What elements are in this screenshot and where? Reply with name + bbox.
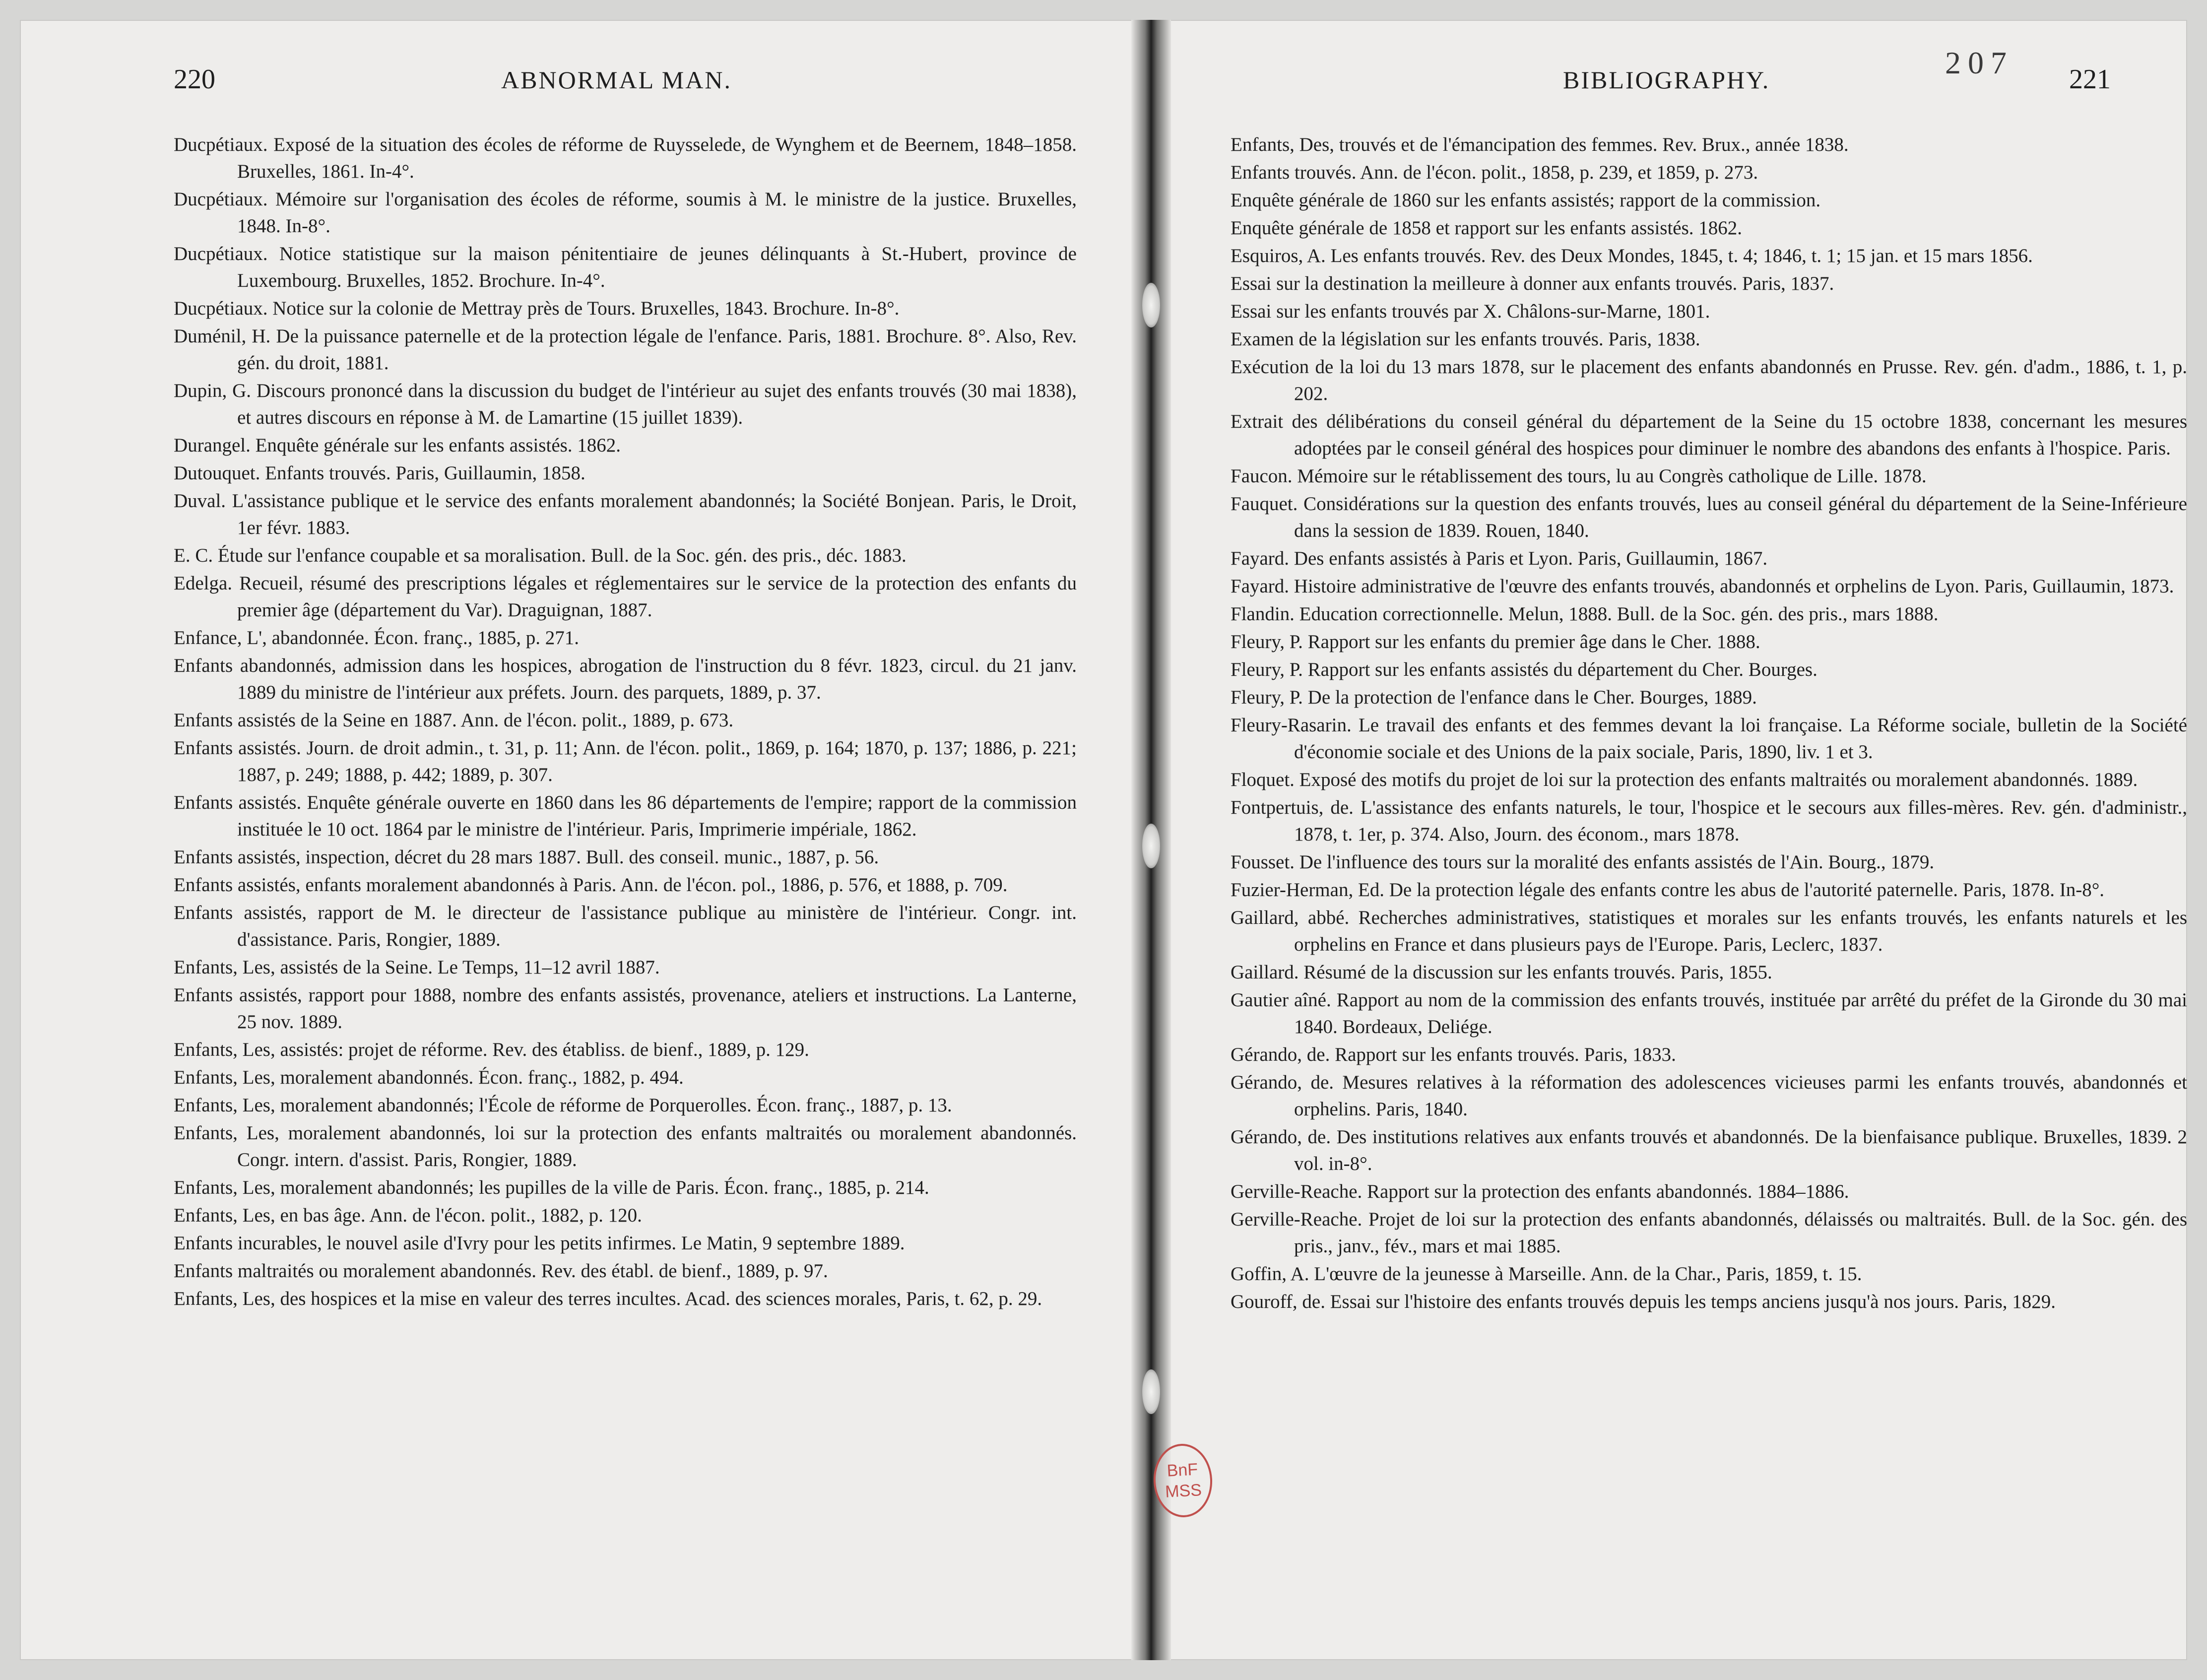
bibliography-entry: Gérando, de. Rapport sur les enfants trouvés. Paris, 1833.	[1231, 1044, 1676, 1065]
bibliography-entry: Fuzier-Herman, Ed. De la protection légale des enfants contre les abus de l'autorité paternelle. Paris, 1878. In-8°.	[1231, 879, 2105, 901]
bibliography-entry: Enfants assistés, rapport de M. le directeur de l'assistance publique au ministère de l'intérieur. Congr. int. d'assistance. Paris, Rongier, 1889.	[174, 902, 1077, 950]
bibliography-entry: Examen de la législation sur les enfants trouvés. Paris, 1838.	[1231, 328, 1700, 350]
bibliography-entry: Enfants maltraités ou moralement abandonnés. Rev. des établ. de bienf., 1889, p. 97.	[174, 1260, 828, 1282]
bibliography-entry: Fayard. Histoire administrative de l'œuvre des enfants trouvés, abandonnés et orphelins de Lyon. Paris, Guillaumin, 1873.	[1231, 576, 2174, 597]
bibliography-entry: Dupin, G. Discours prononcé dans la discussion du budget de l'intérieur au sujet des enfants trouvés (30 mai 1838), et autres discours en réponse à M. de Lamartine (15 juillet 1839).	[174, 380, 1077, 428]
bibliography-entry: Enfants assistés, enfants moralement abandonnés à Paris. Ann. de l'écon. pol., 1886, p. 576, et 1888, p. 709.	[174, 874, 1008, 896]
bibliography-entry: E. C. Étude sur l'enfance coupable et sa moralisation. Bull. de la Soc. gén. des pris., déc. 1883.	[174, 545, 907, 566]
left-entries	[174, 131, 1077, 1313]
bibliography-entry: Enfants, Les, moralement abandonnés, loi sur la protection des enfants maltraités ou moralement abandonnés. Congr. intern. d'assist. Paris, Rongier, 1889.	[174, 1122, 1077, 1170]
right-running-head: BIBLIOGRAPHY.	[1563, 66, 1770, 94]
bibliography-entry: Gérando, de. Des institutions relatives aux enfants trouvés et abandonnés. De la bienfaisance publique. Bruxelles, 1839. 2 vol. in-8°.	[1231, 1126, 2187, 1174]
bibliography-entry: Faucon. Mémoire sur le rétablissement des tours, lu au Congrès catholique de Lille. 1878.	[1231, 465, 1927, 487]
bibliography-entry: Edelga. Recueil, résumé des prescriptions légales et réglementaires sur le service de la protection des enfants du premier âge (département du Var). Draguignan, 1887.	[174, 573, 1077, 621]
bibliography-entry: Exécution de la loi du 13 mars 1878, sur le placement des enfants abandonnés en Prusse. Rev. gén. d'adm., 1886, t. 1, p. 202.	[1231, 356, 2187, 404]
bibliography-entry: Gerville-Reache. Rapport sur la protection des enfants abandonnés. 1884–1886.	[1231, 1181, 1849, 1202]
bibliography-entry: Enfants, Des, trouvés et de l'émancipation des femmes. Rev. Brux., année 1838.	[1231, 134, 1849, 155]
bibliography-entry: Dutouquet. Enfants trouvés. Paris, Guillaumin, 1858.	[174, 462, 585, 484]
bibliography-entry: Enfants, Les, moralement abandonnés; les pupilles de la ville de Paris. Écon. franç., 1885, p. 214.	[174, 1177, 929, 1198]
bibliography-entry: Enfants assistés, rapport pour 1888, nombre des enfants assistés, provenance, ateliers et instructions. La Lanterne, 25 nov. 1889.	[174, 984, 1077, 1033]
bibliography-entry: Enfants abandonnés, admission dans les hospices, abrogation de l'instruction du 8 févr. 1823, circul. du 21 janv. 1889 du ministre de l'intérieur aux préfets. Journ. des parquets, 1889, p. 37.	[174, 655, 1077, 703]
bibliography-entry: Fayard. Des enfants assistés à Paris et Lyon. Paris, Guillaumin, 1867.	[1231, 548, 1768, 569]
bibliography-entry: Enfants, Les, en bas âge. Ann. de l'écon. polit., 1882, p. 120.	[174, 1205, 642, 1226]
stamp-line-2: MSS	[1165, 1481, 1202, 1501]
bibliography-entry: Flandin. Education correctionnelle. Melun, 1888. Bull. de la Soc. gén. des pris., mars 1888.	[1231, 603, 1939, 625]
bibliography-entry: Floquet. Exposé des motifs du projet de loi sur la protection des enfants maltraités ou moralement abandonnés. 1889.	[1231, 769, 2138, 790]
bibliography-entry: Enfance, L', abandonnée. Écon. franç., 1885, p. 271.	[174, 627, 580, 648]
bibliography-entry: Gaillard, abbé. Recherches administratives, statistiques et morales sur les enfants trouvés, les enfants naturels et les orphelins en France et dans plusieurs pays de l'Europe. Paris, Leclerc, 1837.	[1231, 907, 2187, 955]
bibliography-entry: Enfants, Les, assistés de la Seine. Le Temps, 11–12 avril 1887.	[174, 957, 660, 978]
bibliography-entry: Fleury, P. Rapport sur les enfants assistés du département du Cher. Bourges.	[1231, 659, 1818, 680]
bibliography-entry: Enfants, Les, assistés: projet de réforme. Rev. des établiss. de bienf., 1889, p. 129.	[174, 1039, 809, 1060]
bibliography-entry: Enfants, Les, moralement abandonnés; l'École de réforme de Porquerolles. Écon. franç., 1887, p. 13.	[174, 1095, 952, 1116]
bibliography-entry: Gaillard. Résumé de la discussion sur les enfants trouvés. Paris, 1855.	[1231, 962, 1772, 983]
right-page-number: 221	[2069, 64, 2111, 95]
bibliography-entry: Fleury, P. De la protection de l'enfance dans le Cher. Bourges, 1889.	[1231, 687, 1757, 708]
bibliography-entry: Fleury-Rasarin. Le travail des enfants et des femmes devant la loi française. La Réforme sociale, bulletin de la Société d'économie sociale et des Unions de la paix sociale, Paris, 1890, liv. 1 et 3.	[1231, 714, 2187, 763]
bibliography-entry: Essai sur les enfants trouvés par X. Châlons-sur-Marne, 1801.	[1231, 301, 1710, 322]
bibliography-entry: Durangel. Enquête générale sur les enfants assistés. 1862.	[174, 435, 621, 456]
bibliography-entry: Essai sur la destination la meilleure à donner aux enfants trouvés. Paris, 1837.	[1231, 273, 1834, 294]
bibliography-entry: Enfants, Les, moralement abandonnés. Écon. franç., 1882, p. 494.	[174, 1067, 684, 1088]
bibliography-entry: Fousset. De l'influence des tours sur la moralité des enfants assistés de l'Ain. Bourg., 1879.	[1231, 851, 1935, 873]
bibliography-entry: Gautier aîné. Rapport au nom de la commission des enfants trouvés, instituée par arrêté du préfet de la Gironde du 30 mai 1840. Bordeaux, Deliége.	[1231, 989, 2187, 1037]
spine-fold-mark	[1142, 283, 1160, 327]
right-entries	[1231, 131, 2187, 1316]
bibliography-entry: Ducpétiaux. Notice sur la colonie de Mettray près de Tours. Bruxelles, 1843. Brochure. In-8°.	[174, 298, 900, 319]
bibliography-entry: Fauquet. Considérations sur la question des enfants trouvés, lues au conseil général du département de la Seine-Inférieure dans la session de 1839. Rouen, 1840.	[1231, 493, 2187, 541]
bibliography-entry: Enfants assistés. Journ. de droit admin., t. 31, p. 11; Ann. de l'écon. polit., 1869, p. 164; 1870, p. 137; 1886, p. 221; 1887, p. 249; 1888, p. 442; 1889, p. 307.	[174, 737, 1077, 785]
bibliography-entry: Enfants assistés. Enquête générale ouverte en 1860 dans les 86 départements de l'empire; rapport de la commission instituée le 10 oct. 1864 par le ministre de l'intérieur. Paris, Imprimerie impériale, 1862.	[174, 792, 1077, 840]
bibliography-entry: Enfants assistés, inspection, décret du 28 mars 1887. Bull. des conseil. munic., 1887, p. 56.	[174, 846, 879, 868]
bibliography-entry: Gouroff, de. Essai sur l'histoire des enfants trouvés depuis les temps anciens jusqu'à nos jours. Paris, 1829.	[1231, 1291, 2056, 1312]
bibliography-entry: Duval. L'assistance publique et le service des enfants moralement abandonnés; la Société Bonjean. Paris, le Droit, 1er févr. 1883.	[174, 490, 1077, 538]
bibliography-entry: Esquiros, A. Les enfants trouvés. Rev. des Deux Mondes, 1845, t. 4; 1846, t. 1; 15 jan. et 15 mars 1856.	[1231, 245, 2033, 266]
stamp-line-1: BnF	[1166, 1460, 1199, 1481]
bibliography-entry: Ducpétiaux. Mémoire sur l'organisation des écoles de réforme, soumis à M. le ministre de la justice. Bruxelles, 1848. In-8°.	[174, 189, 1077, 237]
bibliography-entry: Enfants, Les, des hospices et la mise en valeur des terres incultes. Acad. des sciences morales, Paris, t. 62, p. 29.	[174, 1288, 1042, 1309]
left-page	[20, 20, 1131, 1660]
bibliography-entry: Goffin, A. L'œuvre de la jeunesse à Marseille. Ann. de la Char., Paris, 1859, t. 15.	[1231, 1263, 1862, 1285]
bibliography-entry: Enquête générale de 1858 et rapport sur les enfants assistés. 1862.	[1231, 217, 1743, 239]
spine-fold-mark	[1142, 1369, 1160, 1414]
bibliography-entry: Enfants trouvés. Ann. de l'écon. polit., 1858, p. 239, et 1859, p. 273.	[1231, 162, 1758, 183]
bibliography-entry: Fleury, P. Rapport sur les enfants du premier âge dans le Cher. 1888.	[1231, 631, 1760, 652]
bibliography-entry: Gérando, de. Mesures relatives à la réformation des adolescences vicieuses parmi les enfants trouvés, abandonnés et orphelins. Paris, 1840.	[1231, 1072, 2187, 1120]
left-running-head: ABNORMAL MAN.	[501, 66, 732, 94]
scanned-sheet	[20, 20, 2187, 1660]
bibliography-entry: Enquête générale de 1860 sur les enfants assistés; rapport de la commission.	[1231, 190, 1821, 211]
bibliography-entry: Ducpétiaux. Exposé de la situation des écoles de réforme de Ruysselede, de Wynghem et de Beernem, 1848–1858. Bruxelles, 1861. In-4°.	[174, 134, 1077, 182]
spine-fold-mark	[1142, 824, 1160, 868]
left-page-number: 220	[174, 64, 215, 95]
bibliography-entry: Enfants assistés de la Seine en 1887. Ann. de l'écon. polit., 1889, p. 673.	[174, 710, 734, 731]
bibliography-entry: Extrait des délibérations du conseil général du département de la Seine du 15 octobre 1838, concernant les mesures adoptées par le conseil général des hospices pour diminuer le nombre des abandons des enfants à l'hospice. Paris.	[1231, 411, 2187, 459]
bibliography-entry: Gerville-Reache. Projet de loi sur la protection des enfants abandonnés, délaissés ou maltraités. Bull. de la Soc. gén. des pris., janv., fév., mars et mai 1885.	[1231, 1209, 2187, 1257]
bibliography-entry: Duménil, H. De la puissance paternelle et de la protection légale de l'enfance. Paris, 1881. Brochure. 8°. Also, Rev. gén. du droit, 1881.	[174, 325, 1077, 374]
bibliography-entry: Fontpertuis, de. L'assistance des enfants naturels, le tour, l'hospice et le secours aux filles-mères. Rev. gén. d'administr., 1878, t. 1er, p. 374. Also, Journ. des économ., mars 1878.	[1231, 797, 2187, 845]
bibliography-entry: Ducpétiaux. Notice statistique sur la maison pénitentiaire de jeunes délinquants à St.-Hubert, province de Luxembourg. Bruxelles, 1852. Brochure. In-4°.	[174, 243, 1077, 291]
bibliography-entry: Enfants incurables, le nouvel asile d'Ivry pour les petits infirmes. Le Matin, 9 septembre 1889.	[174, 1232, 905, 1254]
sheet-number: 207	[1945, 45, 2013, 80]
